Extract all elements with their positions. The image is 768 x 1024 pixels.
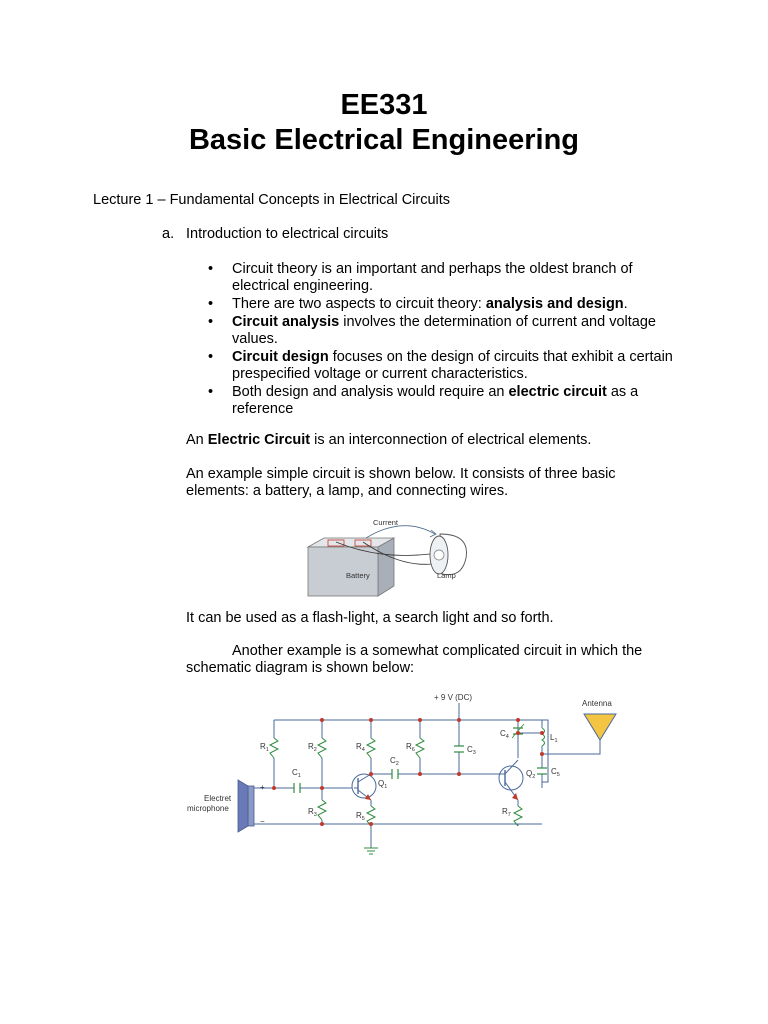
example1-line2: elements: a battery, a lamp, and connecting wires. — [186, 483, 509, 499]
bullet-dot-icon: • — [208, 349, 214, 365]
bullet-item — [208, 384, 678, 418]
bullet-text: involves the determination of current and voltage values. — [232, 314, 656, 347]
figure1-lamp-label: Lamp — [437, 571, 456, 580]
microphone-cone — [238, 780, 248, 832]
bullet-text: as a reference — [232, 384, 639, 417]
label-r3: $R_3$ — [308, 807, 317, 818]
doc-title-course-name: Basic Electrical Engineering — [188, 124, 580, 156]
section-a-marker: a. — [162, 226, 175, 242]
bullet-bold: Circuit design — [232, 349, 329, 365]
bullet-item — [208, 314, 678, 348]
bullet-text: Circuit theory is an important and perhaps the oldest branch of electrical engineering. — [232, 261, 633, 294]
bullet-text: focuses on the design of circuits that exhibit a certain prespecified voltage or current characteristics. — [232, 349, 673, 382]
definition-term: Electric Circuit — [207, 432, 311, 448]
label-r5: $R_5$ — [356, 811, 365, 822]
label-r2: $R_2$ — [308, 742, 317, 753]
label-c3: $C_3$ — [467, 745, 476, 756]
mic-label-line2: microphone — [187, 804, 229, 813]
mic-plus-sign: + — [260, 783, 265, 792]
label-r4: $R_4$ — [356, 742, 365, 753]
label-r7: $R_7$ — [502, 807, 511, 818]
bullet-dot-icon: • — [208, 261, 214, 277]
transistor-q1 — [352, 774, 376, 800]
battery-lamp-figure — [300, 512, 470, 602]
label-q2: $Q_2$ — [526, 769, 536, 780]
definition-text: An — [186, 432, 208, 448]
transistor-q2 — [496, 760, 523, 800]
bullet-text: There are two aspects to circuit theory: — [232, 296, 486, 312]
figure1-battery-label: Battery — [346, 571, 370, 580]
example2-line1: Another example is a somewhat complicated circuit in which the — [232, 643, 643, 659]
mic-label-line1: Electret — [204, 794, 232, 803]
figure1-current-label: Current — [373, 518, 399, 527]
microphone-icon — [248, 786, 254, 826]
example2-line2: schematic diagram is shown below: — [186, 660, 415, 676]
label-c2: $C_2$ — [390, 756, 399, 767]
supply-label: + 9 V (DC) — [434, 693, 473, 702]
definition-text: is an interconnection of electrical elements. — [310, 432, 592, 448]
bullet-text: . — [623, 296, 628, 312]
bullet-bold: Circuit analysis — [232, 314, 340, 330]
arrow-head-icon — [430, 530, 436, 537]
definition-paragraph — [186, 432, 591, 449]
mic-minus-sign: − — [260, 817, 265, 826]
antenna-icon — [584, 714, 616, 740]
label-c5: $C_5$ — [551, 767, 560, 778]
bullet-text: Both design and analysis would require an — [232, 384, 509, 400]
bullet-dot-icon: • — [208, 314, 214, 330]
label-l1: $L_1$ — [550, 733, 558, 744]
bullet-list — [208, 261, 678, 419]
antenna-label: Antenna — [582, 699, 612, 708]
bullet-item — [208, 296, 678, 313]
lecture-heading: Lecture 1 – Fundamental Concepts in Electrical Circuits — [93, 192, 451, 208]
usage-paragraph: It can be used as a flash-light, a search light and so forth. — [186, 610, 554, 626]
bullet-item — [208, 349, 678, 383]
example1-line1: An example simple circuit is shown below. It consists of three basic — [186, 466, 616, 482]
label-r6: $R_6$ — [406, 742, 415, 753]
label-c1: $C_1$ — [292, 768, 301, 779]
bullet-dot-icon: • — [208, 296, 214, 312]
label-r1: $R_1$ — [260, 742, 269, 753]
bullet-dot-icon: • — [208, 384, 214, 400]
battery-side — [378, 538, 394, 596]
bullet-bold: analysis and design — [485, 296, 624, 312]
bullet-item — [208, 261, 678, 295]
section-a-label: Introduction to electrical circuits — [186, 226, 389, 242]
label-c4: $C_4$ — [500, 729, 509, 740]
bullet-bold: electric circuit — [508, 384, 607, 400]
doc-title-course-code: EE331 — [340, 89, 428, 121]
label-q1: $Q_1$ — [378, 779, 388, 790]
schematic-diagram — [184, 688, 624, 858]
lamp-bulb-icon — [434, 550, 444, 560]
ground-icon — [364, 848, 378, 854]
schematic-wires — [252, 703, 600, 848]
